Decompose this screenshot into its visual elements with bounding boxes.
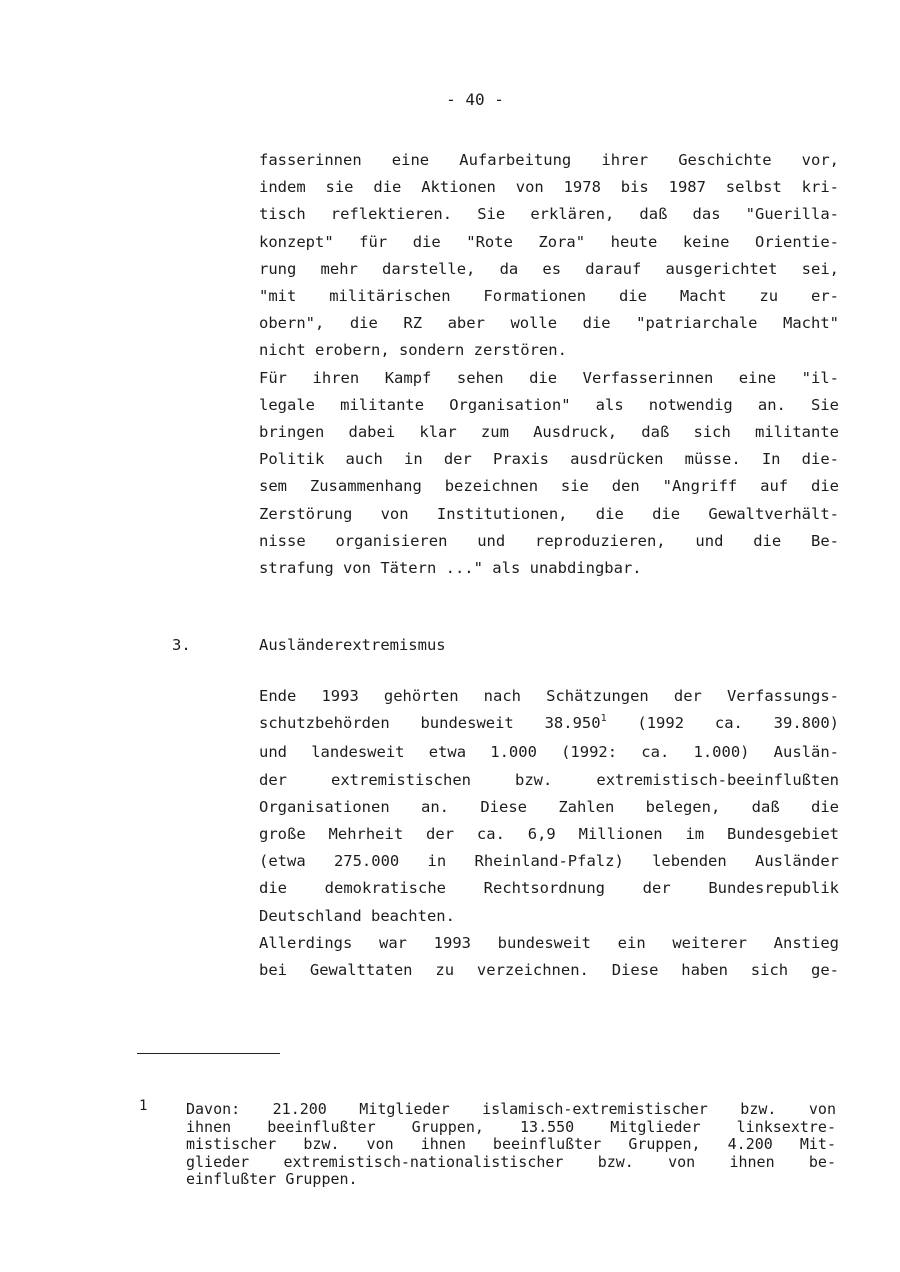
- text-line: Ende 1993 gehörten nach Schätzungen der Verfassungs-: [259, 687, 839, 705]
- text-line: rung mehr darstelle, da es darauf ausgerichtet sei,: [259, 259, 839, 278]
- text-line: bei Gewalttaten zu verzeichnen. Diese haben sich ge-: [259, 961, 839, 980]
- footnote-line: glieder extremistisch-nationalistischer bzw. von ihnen be-: [186, 1152, 836, 1171]
- text-line: der extremistischen bzw. extremistisch-beeinflußten: [259, 770, 839, 789]
- text-line: Politik auch in der Praxis ausdrücken müsse. In die-: [259, 450, 839, 469]
- footnote-line: ihnen beeinflußter Gruppen, 13.550 Mitglieder linksextre-: [186, 1117, 836, 1136]
- footnote-text: [186, 1101, 836, 1189]
- text-line: tisch reflektieren. Sie erklären, daß das "Guerilla-: [259, 205, 839, 224]
- text-line: nicht erobern, sondern zerstören.: [259, 341, 567, 360]
- section-title: Ausländerextremismus: [259, 636, 446, 654]
- text-line: Deutschland beachten.: [259, 906, 455, 925]
- footnote-mark: 1: [139, 1098, 148, 1114]
- footnote-line: einflußter Gruppen.: [186, 1170, 358, 1189]
- text-line: [259, 710, 839, 739]
- text-segment: schutzbehörden bundesweit 38.950: [259, 714, 601, 733]
- footnote-reference[interactable]: 1: [600, 713, 607, 725]
- text-line: strafung von Tätern ..." als unabdingbar.: [259, 559, 642, 578]
- text-line: Für ihren Kampf sehen die Verfasserinnen eine "il-: [259, 368, 839, 387]
- text-line: sem Zusammenhang bezeichnen sie den "Angriff auf die: [259, 477, 839, 496]
- text-line: und landesweit etwa 1.000 (1992: ca. 1.000) Auslän-: [259, 743, 839, 762]
- text-line: die demokratische Rechtsordnung der Bundesrepublik: [259, 879, 839, 898]
- text-line: Zerstörung von Institutionen, die die Gewaltverhält-: [259, 504, 839, 523]
- section-number: 3.: [172, 636, 191, 654]
- text-line: legale militante Organisation" als notwendig an. Sie: [259, 395, 839, 414]
- text-line: "mit militärischen Formationen die Macht zu er-: [259, 287, 839, 306]
- footnote-line: mistischer bzw. von ihnen beeinflußter Gruppen, 4.200 Mit-: [186, 1135, 836, 1154]
- footnote-divider: [137, 1053, 280, 1054]
- text-line: obern", die RZ aber wolle die "patriarchale Macht": [259, 314, 839, 333]
- text-line: (etwa 275.000 in Rheinland-Pfalz) lebenden Ausländer: [259, 852, 839, 871]
- page-number: - 40 -: [446, 90, 504, 109]
- text-line: konzept" für die "Rote Zora" heute keine Orientie-: [259, 232, 839, 251]
- text-line: bringen dabei klar zum Ausdruck, daß sich militante: [259, 423, 839, 442]
- text-line: fasserinnen eine Aufarbeitung ihrer Geschichte vor,: [259, 151, 839, 169]
- text-line: Allerdings war 1993 bundesweit ein weiterer Anstieg: [259, 933, 839, 952]
- text-segment: (1992 ca. 39.800): [606, 714, 839, 733]
- paragraph-auslaenderextremismus: [259, 683, 839, 984]
- paragraph-rote-zora: [259, 147, 839, 582]
- text-line: große Mehrheit der ca. 6,9 Millionen im Bundesgebiet: [259, 825, 839, 844]
- text-line: nisse organisieren und reproduzieren, und die Be-: [259, 531, 839, 550]
- text-line: indem sie die Aktionen von 1978 bis 1987 selbst kri-: [259, 178, 839, 197]
- text-line: Organisationen an. Diese Zahlen belegen, daß die: [259, 797, 839, 816]
- footnote-line: Davon: 21.200 Mitglieder islamisch-extremistischer bzw. von: [186, 1100, 836, 1118]
